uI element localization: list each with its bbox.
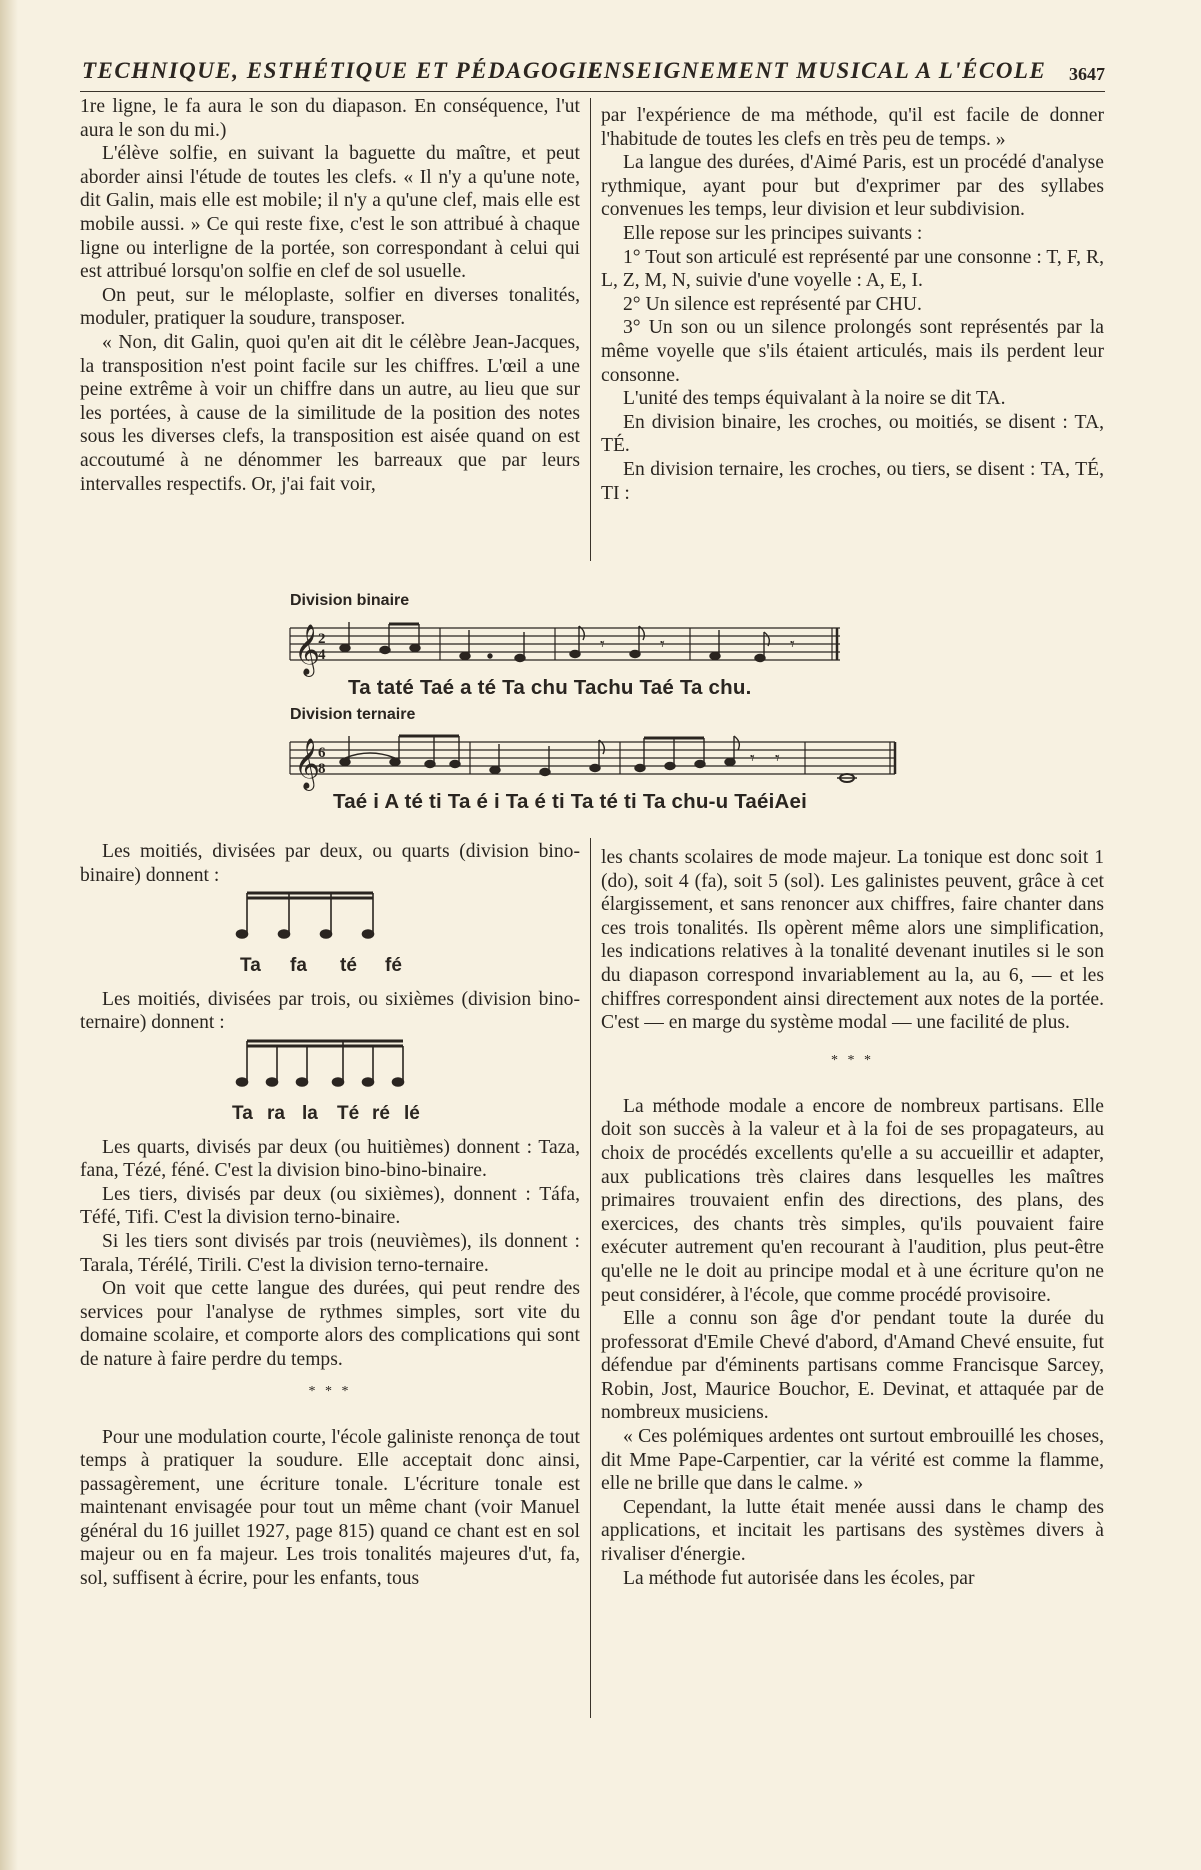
syllable: fa bbox=[290, 954, 307, 976]
staff-binaire bbox=[290, 618, 840, 678]
paragraph: Pour une modulation courte, l'école galiniste renonça de tout temps à pratiquer la soudure. Elle acceptait donc ainsi, passagèrement, une écriture tonale. L'écriture tonale est maintenant envisagée pour tout un même chant (voir Manuel général du 16 juillet 1927, page 815) quand ce chant est en sol majeur ou en fa majeur. Les trois tonalités majeures d'ut, fa, sol, suffisent à écrire, pour les enfants, tous bbox=[80, 1426, 580, 1590]
syllable: té bbox=[340, 954, 357, 976]
svg-text:2: 2 bbox=[318, 631, 326, 647]
running-header-right: ENSEIGNEMENT MUSICAL A L'ÉCOLE bbox=[587, 58, 1047, 83]
staff-ternaire bbox=[290, 732, 900, 792]
paragraph: 2° Un silence est représenté par CHU. bbox=[623, 293, 922, 315]
syllables-sixiemes bbox=[232, 1102, 452, 1136]
svg-text:𝄞: 𝄞 bbox=[294, 738, 321, 789]
syllable: Ta bbox=[232, 1102, 253, 1124]
column-3 bbox=[80, 840, 580, 1591]
paragraph: par l'expérience de ma méthode, qu'il est facile de donner l'habitude de toutes les clefs en très peu de temps. » bbox=[601, 105, 1104, 150]
syllable: ra bbox=[267, 1102, 285, 1124]
svg-text:6: 6 bbox=[318, 745, 326, 761]
paragraph: En division binaire, les croches, ou moitiés, se disent : TA, TÉ. bbox=[601, 411, 1104, 457]
paragraph: La méthode modale a encore de nombreux partisans. Elle doit son succès à la valeur et à la foi de ses propagateurs, au choix de procédés excellents qu'elle a su accueillir et adapter, aux publications très claires dans lesquelles les maîtres primaires trouvaient enfin des directions, des plans, des exercices, des chants très simples, qu'ils pouvaient faire exécuter autrement qu'en recourant à l'audition, plus peut-être qu'elle ne le doit au principe modal et à une écriture qu'on ne peut considérer, à l'école, que comme procédé provisoire. bbox=[601, 1095, 1104, 1306]
rhythm-example-quarts bbox=[235, 887, 385, 947]
paragraph: Cependant, la lutte était menée aussi dans le champ des applications, et incitait les partisans des systèmes divers à rivaliser d'énergie. bbox=[601, 1496, 1104, 1566]
paragraph: Elle repose sur les principes suivants : bbox=[623, 222, 923, 244]
rhythm-example-sixiemes bbox=[235, 1035, 415, 1095]
column-divider-bottom bbox=[590, 838, 591, 1718]
paragraph: 1re ligne, le fa aura le son du diapason. En conséquence, l'ut aura le son du mi.) bbox=[80, 96, 580, 141]
paragraph: La langue des durées, d'Aimé Paris, est un procédé d'analyse rythmique, ayant pour but d'exprimer par des syllabes convenues les temps, leur division et leur subdivision. bbox=[601, 152, 1104, 221]
syllable: la bbox=[302, 1102, 318, 1124]
paragraph: Les moitiés, divisées par trois, ou sixièmes (division bino-ternaire) donnent : bbox=[80, 988, 580, 1034]
syllable: fé bbox=[385, 954, 402, 976]
paragraph: 3° Un son ou un silence prolongés sont représentés par la même voyelle que s'ils étaient articulés, mais ils perdent leur consonne. bbox=[601, 317, 1104, 386]
svg-text:𝄾: 𝄾 bbox=[790, 634, 795, 654]
svg-text:𝄞: 𝄞 bbox=[294, 624, 321, 675]
paragraph: 1° Tout son articulé est représenté par une consonne : T, F, R, L, Z, M, N, suivie d'une voyelle : A, E, I. bbox=[601, 246, 1104, 292]
svg-text:𝄾: 𝄾 bbox=[600, 634, 605, 654]
syllable: Té bbox=[337, 1102, 360, 1124]
paragraph: Les quarts, divisés par deux (ou huitièmes) donnent : Taza, fana, Tézé, féné. C'est la division bino-bino-binaire. bbox=[80, 1136, 580, 1182]
svg-text:𝄾: 𝄾 bbox=[775, 748, 780, 768]
header-rule bbox=[80, 91, 1105, 92]
paragraph: Les moitiés, divisées par deux, ou quarts (division bino-binaire) donnent : bbox=[80, 841, 580, 886]
lyrics-binaire: Ta taté Taé a té Ta chu Tachu Taé Ta chu. bbox=[348, 676, 752, 699]
svg-text:8: 8 bbox=[318, 761, 326, 777]
label-division-ternaire: Division ternaire bbox=[290, 706, 416, 723]
page-number: 3647 bbox=[1069, 64, 1105, 84]
paragraph: « Ces polémiques ardentes ont surtout embrouillé les choses, dit Mme Pape-Carpentier, car la vérité est comme la flamme, elle ne brille que dans le calme. » bbox=[601, 1426, 1104, 1495]
paragraph: La méthode fut autorisée dans les écoles, par bbox=[623, 1567, 975, 1589]
paragraph: L'élève solfie, en suivant la baguette du maître, et peut aborder ainsi l'étude de toutes les clefs. « Il n'y a qu'une note, dit Galin, mais elle est mobile; il n'y a qu'une clef, mais elle est mobile aussi. » Ce qui reste fixe, c'est le son attribué à chaque ligne ou interligne de la portée, son correspondant à celui qui est attribué lorsqu'on solfie en clef de sol usuelle. bbox=[80, 143, 580, 283]
running-header-left: TECHNIQUE, ESTHÉTIQUE ET PÉDAGOGIE bbox=[82, 58, 605, 83]
paragraph: L'unité des temps équivalant à la noire se dit TA. bbox=[623, 388, 1006, 410]
column-4 bbox=[601, 846, 1104, 1590]
syllable: lé bbox=[404, 1102, 420, 1124]
paragraph: Si les tiers sont divisés par trois (neuvièmes), ils donnent : Tarala, Térélé, Tirili. C'est la division terno-ternaire. bbox=[80, 1230, 580, 1276]
syllables-quarts bbox=[240, 954, 440, 988]
svg-text:4: 4 bbox=[318, 647, 326, 663]
column-2 bbox=[601, 104, 1104, 505]
lyrics-ternaire: Taé i A té ti Ta é i Ta é ti Ta té ti Ta chu-u TaéiAei bbox=[333, 790, 808, 813]
paragraph: « Non, dit Galin, quoi qu'en ait dit le célèbre Jean-Jacques, la transposition n'est point facile sur les chiffres. L'œil a une peine extrême à voir un chiffre dans un autre, au lieu que sur les portées, à cause de la similitude de la position des notes sous les diverses clefs, la transposition est aisée quand on est accoutumé à ne dénommer les barreaux que par leurs intervalles respectifs. Or, j'ai fait voir, bbox=[80, 331, 580, 495]
paragraph: On voit que cette langue des durées, qui peut rendre des services pour l'analyse de rythmes simples, sort vite du domaine scolaire, et comporte alors des complications qui sont de nature à faire perdre du temps. bbox=[80, 1278, 580, 1370]
section-separator: * * * bbox=[308, 1383, 352, 1399]
syllable: Ta bbox=[240, 954, 261, 976]
section-separator: * * * bbox=[831, 1052, 874, 1068]
column-divider-top bbox=[590, 98, 591, 561]
paragraph: On peut, sur le méloplaste, solfier en diverses tonalités, moduler, pratiquer la soudure, transposer. bbox=[80, 284, 580, 330]
column-1 bbox=[80, 95, 580, 496]
paragraph: En division ternaire, les croches, ou tiers, se disent : TA, TÉ, TI : bbox=[601, 458, 1104, 504]
syllable: ré bbox=[372, 1102, 390, 1124]
paragraph: Les tiers, divisés par deux (ou sixièmes), donnent : Táfa, Téfé, Tifi. C'est la division terno-binaire. bbox=[80, 1183, 580, 1229]
svg-text:𝄾: 𝄾 bbox=[750, 748, 755, 768]
page-edge bbox=[0, 0, 18, 1870]
paragraph: les chants scolaires de mode majeur. La tonique est donc soit 1 (do), soit 4 (fa), soit 5 (sol). Les galinistes peuvent, grâce à cet élargissement, et sans renoncer aux chiffres, faire chanter dans ces trois tonalités. Ils opèrent même alors une simplification, les indications relatives à la tonalité devenant inutiles si le son du diapason correspond invariablement au la, au 6, — et les chiffres correspondent ainsi directement aux notes de la portée. C'est — en marge du système modal — une facilité de plus. bbox=[601, 847, 1104, 1034]
svg-text:𝄾: 𝄾 bbox=[660, 634, 665, 654]
paragraph: Elle a connu son âge d'or pendant toute la durée du professorat d'Emile Chevé d'abord, d'Amand Chevé ensuite, fut défendue par d'éminents partisans comme Francisque Sarcey, Robin, Jost, Maurice Bouchor, E. Devinat, et attaquée par de nombreux musiciens. bbox=[601, 1308, 1104, 1424]
label-division-binaire: Division binaire bbox=[290, 592, 410, 609]
